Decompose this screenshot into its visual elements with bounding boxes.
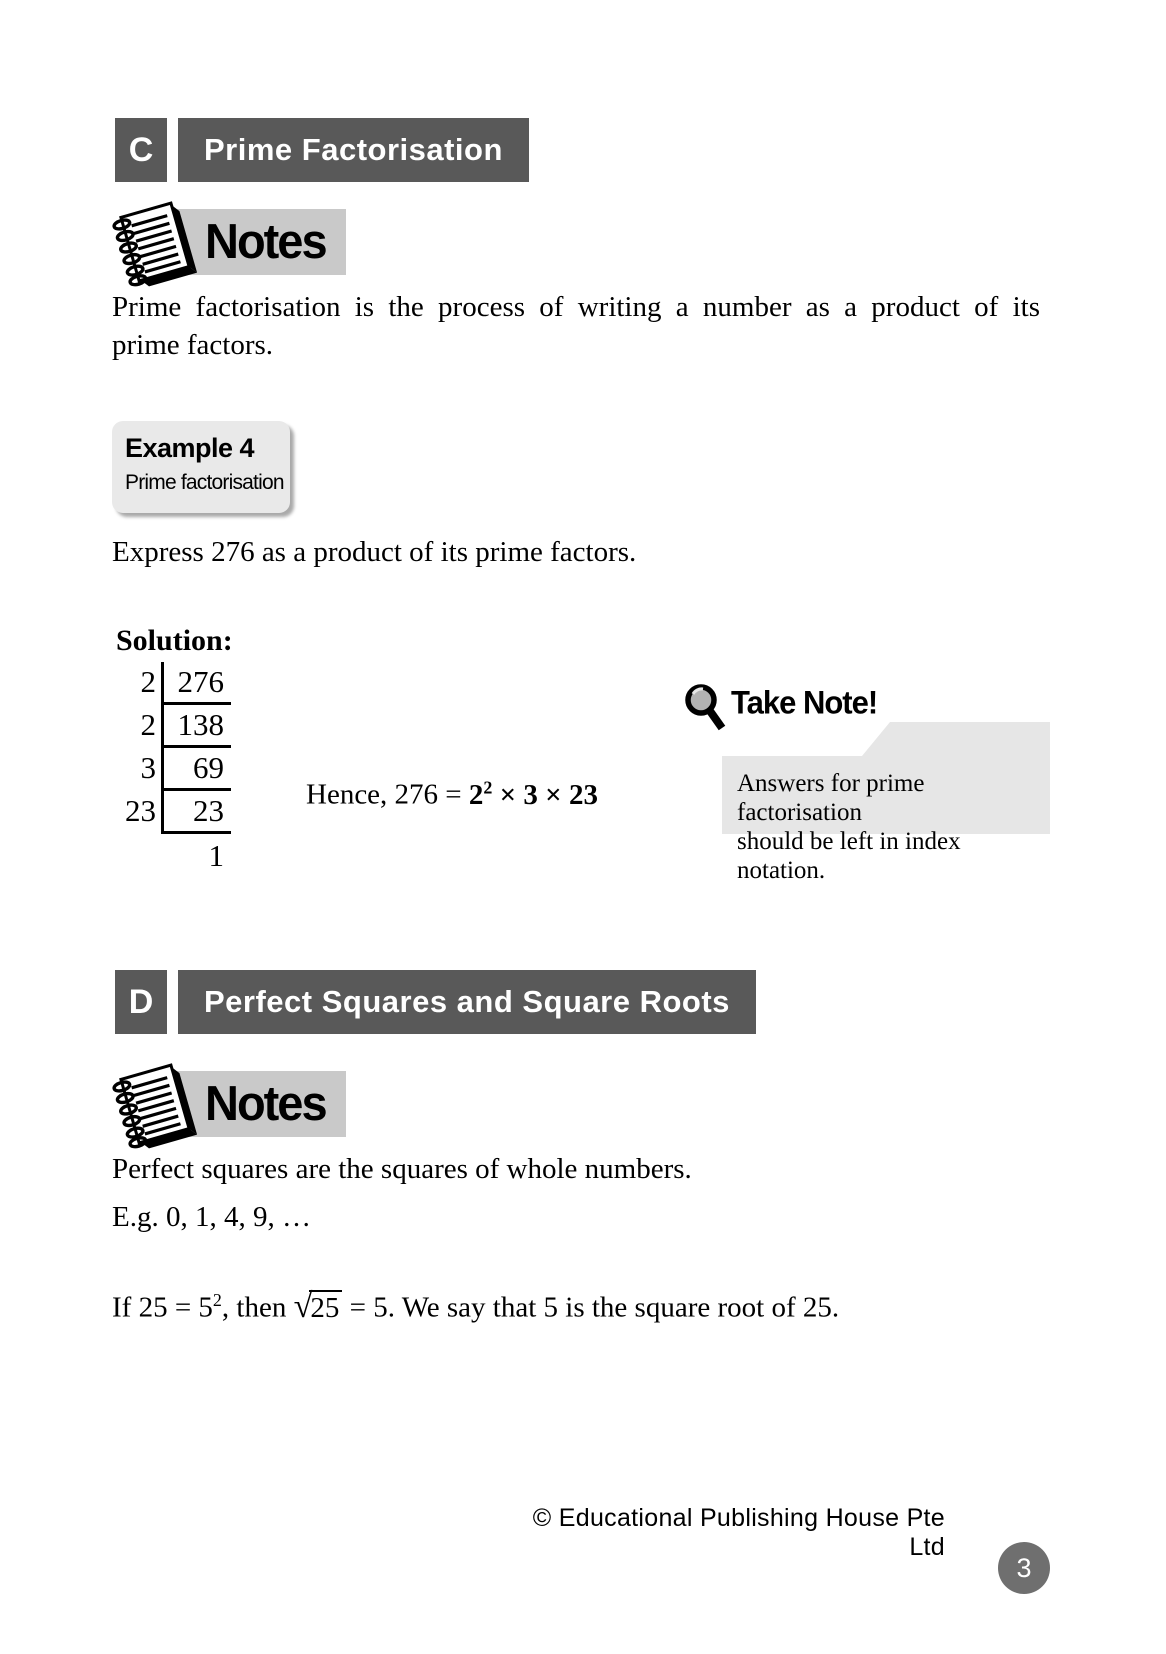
hence-prefix: Hence, 276 = xyxy=(306,778,469,811)
ladder-divisor: 2 xyxy=(140,664,156,699)
section-c-letter: C xyxy=(115,118,167,182)
example-4-box xyxy=(112,421,290,513)
magnifier-icon xyxy=(683,681,729,735)
perfect-squares-line: Perfect squares are the squares of whole numbers. xyxy=(112,1153,692,1185)
take-note-text xyxy=(737,769,1051,885)
take-note-heading xyxy=(683,681,877,735)
prime-factor-ladder xyxy=(118,662,231,876)
section-c-header xyxy=(115,118,529,182)
notes-badge xyxy=(106,1058,456,1153)
notes-badge xyxy=(106,196,456,291)
copyright-notice: © Educational Publishing House Pte Ltd xyxy=(532,1504,945,1561)
square-root-line: If $25 = 5^2$, then √25 = 5. We say that 5 is the square root of 25. xyxy=(112,1287,840,1325)
take-note-line-1: Answers for prime factorisation xyxy=(737,770,925,826)
hence-conclusion xyxy=(306,768,598,814)
section-c-title: Prime Factorisation xyxy=(178,118,529,182)
solution-label: Solution: xyxy=(116,624,233,657)
ladder-row xyxy=(118,791,231,834)
notes-label: Notes xyxy=(205,1075,326,1131)
notes-label: Notes xyxy=(205,213,326,269)
ladder-row xyxy=(118,662,231,705)
ladder-divisor: 3 xyxy=(140,750,156,785)
section-d-header xyxy=(115,970,756,1034)
intro-line-2: prime factors. xyxy=(112,329,274,361)
radical-sign: √ xyxy=(293,1287,313,1325)
radical-expression: √25 xyxy=(294,1292,343,1324)
ladder-row xyxy=(118,748,231,791)
ladder-dividend: 23 xyxy=(161,791,231,834)
section-d-letter: D xyxy=(115,970,167,1034)
notepad-icon xyxy=(106,196,198,291)
ladder-dividend: 69 xyxy=(161,748,231,791)
ladder-divisor: 2 xyxy=(140,707,156,742)
section-d-title: Perfect Squares and Square Roots xyxy=(178,970,756,1034)
example-sublabel: Prime factorisation xyxy=(125,471,284,494)
take-note-label: Take Note! xyxy=(731,684,878,721)
ladder-final-quotient: 1 xyxy=(208,838,224,873)
ladder-dividend: 276 xyxy=(161,662,231,705)
example-question: Express 276 as a product of its prime factors. xyxy=(112,536,637,568)
examples-line: E.g. 0, 1, 4, 9, … xyxy=(112,1201,311,1233)
example-label: Example 4 xyxy=(125,433,255,463)
ladder-dividend: 138 xyxy=(161,705,231,748)
intro-line-1: Prime factorisation is the process of writing a number as a product of its xyxy=(112,291,1040,323)
ladder-divisor: 23 xyxy=(125,793,156,828)
hence-answer: $2^2 \times 3 \times 23$ xyxy=(468,777,598,811)
take-note-callout xyxy=(683,681,1051,884)
page-number: 3 xyxy=(1016,1552,1032,1583)
page-number-badge xyxy=(998,1542,1050,1594)
notepad-icon xyxy=(106,1058,198,1153)
ladder-row xyxy=(118,705,231,748)
intro-paragraph xyxy=(112,288,1040,364)
take-note-line-2: should be left in index notation. xyxy=(737,828,961,884)
